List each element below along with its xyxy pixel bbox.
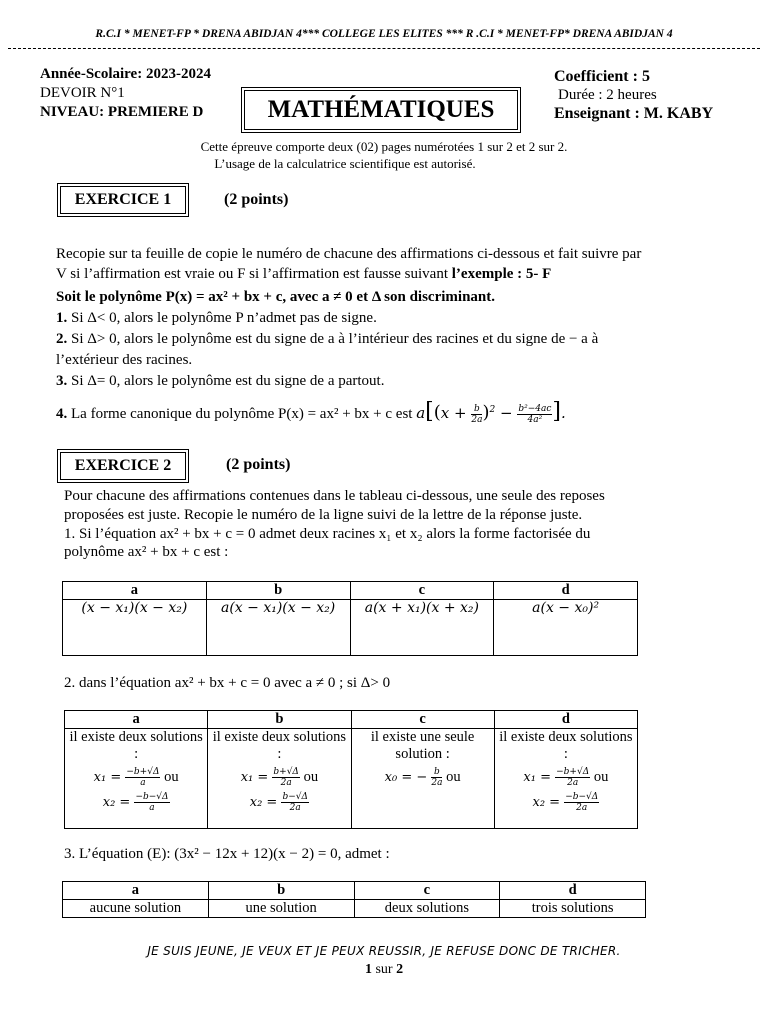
- table-question-3: a b c d aucune solution une solution deux solutions trois solutions: [62, 881, 646, 918]
- ex1-item-2: 2. Si Δ> 0, alors le polynôme est du signe de a à l’intérieur des racines et du signe de − a à: [56, 331, 599, 347]
- t1-cell-c: a(x + x₁)(x + x₂): [350, 600, 494, 656]
- ex1-instruction-2: V si l’affirmation est vraie ou F si l’affirmation est fausse suivant l’exemple : 5- F: [56, 266, 552, 282]
- canonical-form: a[(x + $\frac{b}{2a}$ )$^2$ − $\frac{\text{b²−4ac}}{\text{4a²}}$ ].: [416, 399, 566, 425]
- intro-line-1: Cette épreuve comporte deux (02) pages numérotées 1 sur 2 et 2 sur 2.: [200, 139, 568, 154]
- header-line: R.C.I * MENET-FP * DRENA ABIDJAN 4*** COLLEGE LES ELITES *** R .C.I * MENET-FP* DRENA ABIDJAN 4: [95, 28, 673, 40]
- t1-header-a: a: [63, 582, 207, 600]
- exercise-2-label: EXERCICE 2: [60, 452, 186, 480]
- ex2-instruction-1: Pour chacune des affirmations contenues dans le tableau ci-dessous, une seule des reposes: [64, 488, 605, 504]
- coefficient: Coefficient : 5: [554, 68, 650, 85]
- t1-cell-d: a(x − x₀)²: [494, 600, 638, 656]
- ex2-question-2: 2. dans l’équation ax² + bx + c = 0 avec a ≠ 0 ; si Δ> 0: [64, 675, 391, 691]
- page-number: 1 sur 2: [364, 962, 404, 977]
- t1-header-b: b: [206, 582, 350, 600]
- t1-header-c: c: [350, 582, 494, 600]
- school-year: Année-Scolaire: 2023-2024: [40, 66, 211, 82]
- t1-header-d: d: [494, 582, 638, 600]
- t2-cell-a: il existe deux solutions : x₁ = $\frac{-b+√\Delta}{a}$ ou x₂ = $\frac{-b-√\Delta}{a}$: [65, 729, 208, 829]
- table-question-2: a b c d il existe deux solutions : x₁ = $\frac{-b+√\Delta}{a}$ ou x₂ = $\frac{-b-√\Delta}{a}$ il existe deux solutions : x₁ = $\frac{b+√\Delta}{2a}$ ou x₂ = $\frac{b-√\Delta}{2a}$ il existe une seule solution : x₀ = − $\frac{b}{2a}$ ou il existe deux solutions : x₁ = $\frac{-b+√\Delta}{2a}$ ou x₂ = $\frac{-b-√\Delta}{2a}$: [64, 710, 638, 829]
- exercise-2-points: (2 points): [226, 456, 291, 473]
- ex1-item-4: 4. La forme canonique du polynôme P(x) = ax² + bx + c est a[(x + $\frac{b}{2a}$ )$^2$ − $\frac{\text{b²−4ac}}{\text{4a²}}$ ].: [56, 399, 566, 425]
- t2-cell-d: il existe deux solutions : x₁ = $\frac{-b+√\Delta}{2a}$ ou x₂ = $\frac{-b-√\Delta}{2a}$: [494, 729, 637, 829]
- t3-cell-d: trois solutions: [500, 900, 646, 918]
- t3-cell-a: aucune solution: [63, 900, 209, 918]
- exercise-1-points: (2 points): [224, 191, 289, 208]
- t1-cell-b: a(x − x₁)(x − x₂): [206, 600, 350, 656]
- ex1-item-1: 1. Si Δ< 0, alors le polynôme P n’admet pas de signe.: [56, 310, 377, 326]
- page-title: MATHÉMATIQUES: [244, 90, 518, 130]
- t3-cell-c: deux solutions: [354, 900, 500, 918]
- teacher: Enseignant : M. KABY: [554, 105, 714, 122]
- t1-cell-a: (x − x₁)(x − x₂): [63, 600, 207, 656]
- ex2-instruction-2: proposées est juste. Recopie le numéro de la ligne suivi de la lettre de la réponse juste.: [64, 507, 583, 523]
- t2-cell-c: il existe une seule solution : x₀ = − $\frac{b}{2a}$ ou: [351, 729, 494, 829]
- t3-cell-b: une solution: [208, 900, 354, 918]
- ex2-question-1b: polynôme ax² + bx + c est :: [64, 544, 229, 560]
- t2-cell-b: il existe deux solutions : x₁ = $\frac{b+√\Delta}{2a}$ ou x₂ = $\frac{b-√\Delta}{2a}$: [208, 729, 351, 829]
- ex1-item-3: 3. Si Δ= 0, alors le polynôme est du signe de a partout.: [56, 373, 385, 389]
- exercise-1-label: EXERCICE 1: [60, 186, 186, 214]
- ex2-question-1a: 1. Si l’équation ax² + bx + c = 0 admet deux racines x₁ et x₂ alors la forme factorisée du: [64, 526, 591, 542]
- header-divider: [8, 48, 760, 49]
- footer-motto: JE SUIS JEUNE, JE VEUX ET JE PEUX REUSSIR, JE REFUSE DONC DE TRICHER.: [147, 944, 621, 958]
- duration: Durée : 2 heures: [558, 87, 657, 103]
- ex2-question-3: 3. L’équation (E): (3x² − 12x + 12)(x − 2) = 0, admet :: [64, 846, 390, 862]
- niveau: NIVEAU: PREMIERE D: [40, 104, 204, 120]
- ex1-polynomial: Soit le polynôme P(x) = ax² + bx + c, avec a ≠ 0 et Δ son discriminant.: [56, 289, 496, 305]
- ex1-item-2-cont: l’extérieur des racines.: [56, 352, 193, 368]
- intro-line-2: L’usage de la calculatrice scientifique est autorisé.: [214, 156, 476, 171]
- ex1-instruction-1: Recopie sur ta feuille de copie le numéro de chacune des affirmations ci-dessous et fait suivre par: [56, 246, 642, 262]
- table-question-1: [62, 581, 638, 656]
- devoir-number: DEVOIR N°1: [40, 85, 125, 101]
